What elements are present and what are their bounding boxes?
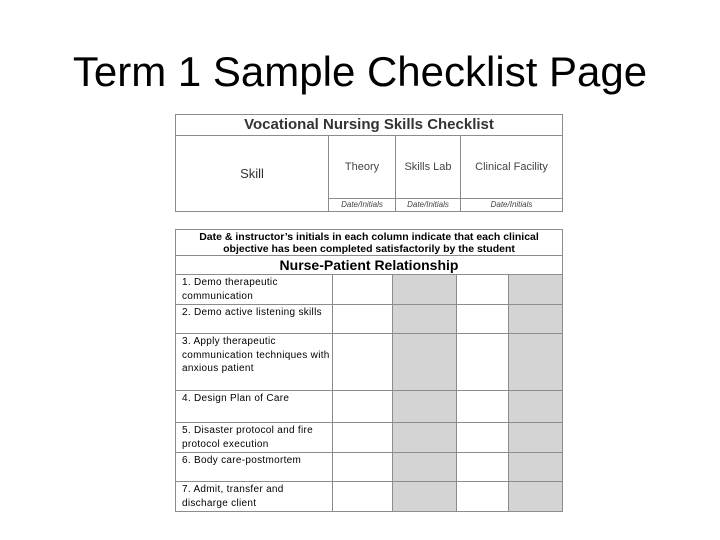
- skill-label: 3. Apply therapeutic communication techniques with anxious patient: [176, 334, 333, 391]
- table-row: [176, 423, 563, 453]
- skill-label: 5. Disaster protocol and fire protocol execution: [176, 423, 333, 453]
- skill-label: 2. Demo active listening skills: [176, 305, 333, 334]
- nurse-patient-checklist-table: [175, 229, 563, 512]
- subheader-skills-lab-date-initials: Date/Initials: [396, 199, 461, 212]
- column-header-skill: Skill: [176, 136, 329, 212]
- skill-label: 4. Design Plan of Care: [176, 391, 333, 423]
- initials-cell[interactable]: [509, 275, 563, 305]
- column-header-clinical-facility: Clinical Facility: [461, 136, 563, 199]
- initials-cell[interactable]: [509, 423, 563, 453]
- initials-cell[interactable]: [509, 334, 563, 391]
- initials-cell[interactable]: [393, 453, 457, 482]
- initials-cell[interactable]: [509, 391, 563, 423]
- initials-cell[interactable]: [457, 334, 509, 391]
- initials-cell[interactable]: [457, 423, 509, 453]
- initials-cell[interactable]: [509, 482, 563, 512]
- initials-cell[interactable]: [457, 305, 509, 334]
- column-header-skills-lab: Skills Lab: [396, 136, 461, 199]
- initials-cell[interactable]: [393, 334, 457, 391]
- initials-cell[interactable]: [457, 482, 509, 512]
- skills-checklist-header-table: [175, 114, 563, 212]
- table-row: [176, 334, 563, 391]
- initials-cell[interactable]: [393, 482, 457, 512]
- table-row: [176, 305, 563, 334]
- section-header: Nurse-Patient Relationship: [176, 256, 563, 275]
- initials-cell[interactable]: [393, 305, 457, 334]
- initials-cell[interactable]: [393, 391, 457, 423]
- table-row: [176, 391, 563, 423]
- subheader-clinical-date-initials: Date/Initials: [461, 199, 563, 212]
- initials-cell[interactable]: [333, 305, 393, 334]
- checklist-title: Vocational Nursing Skills Checklist: [176, 115, 563, 136]
- table-row: [176, 482, 563, 512]
- initials-cell[interactable]: [333, 275, 393, 305]
- initials-cell[interactable]: [333, 482, 393, 512]
- initials-cell[interactable]: [333, 423, 393, 453]
- initials-cell[interactable]: [509, 305, 563, 334]
- initials-cell[interactable]: [457, 453, 509, 482]
- initials-cell[interactable]: [457, 391, 509, 423]
- instruction-text: Date & instructor’s initials in each column indicate that each clinical objective has been completed satisfactorily by the student: [176, 230, 563, 256]
- table-row: [176, 275, 563, 305]
- subheader-theory-date-initials: Date/Initials: [329, 199, 396, 212]
- initials-cell[interactable]: [509, 453, 563, 482]
- initials-cell[interactable]: [333, 334, 393, 391]
- table-row: [176, 453, 563, 482]
- skill-label: 1. Demo therapeutic communication: [176, 275, 333, 305]
- skill-label: 7. Admit, transfer and discharge client: [176, 482, 333, 512]
- initials-cell[interactable]: [393, 275, 457, 305]
- initials-cell[interactable]: [457, 275, 509, 305]
- initials-cell[interactable]: [333, 453, 393, 482]
- initials-cell[interactable]: [393, 423, 457, 453]
- initials-cell[interactable]: [333, 391, 393, 423]
- slide-title: Term 1 Sample Checklist Page: [72, 48, 648, 95]
- column-header-theory: Theory: [329, 136, 396, 199]
- skill-label: 6. Body care-postmortem: [176, 453, 333, 482]
